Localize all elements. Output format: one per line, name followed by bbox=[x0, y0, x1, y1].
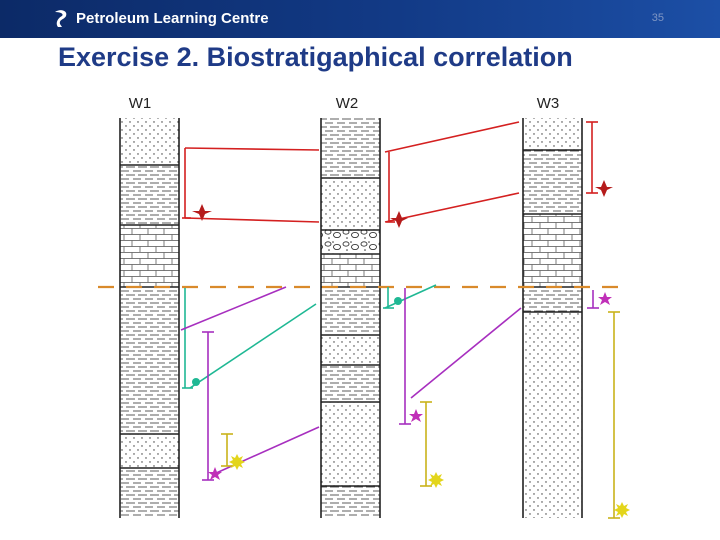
yellow-sunburst-icon bbox=[614, 502, 630, 518]
well-label-w1: W1 bbox=[128, 95, 152, 112]
red-diamond-icon bbox=[595, 180, 613, 197]
well-column-w3 bbox=[523, 118, 582, 518]
red-diamond-icon bbox=[390, 211, 408, 228]
yellow-sunburst-icon bbox=[428, 472, 444, 488]
well-label-w2: W2 bbox=[335, 95, 359, 112]
well-column-w2 bbox=[321, 118, 380, 518]
yellow-sunburst-icon bbox=[229, 454, 245, 470]
purple-star-icon bbox=[598, 292, 612, 305]
brand-name: Petroleum Learning Centre bbox=[76, 9, 269, 27]
purple-star-icon bbox=[409, 409, 423, 422]
green-dot-icon bbox=[192, 378, 200, 386]
purple-star-icon bbox=[208, 467, 222, 480]
well-column-w1 bbox=[120, 118, 179, 518]
green-dot-icon bbox=[394, 297, 402, 305]
well-label-w3: W3 bbox=[536, 95, 560, 112]
page-number: 35 bbox=[651, 12, 664, 24]
slide-title: Exercise 2. Biostratigaphical correlation bbox=[58, 42, 573, 72]
